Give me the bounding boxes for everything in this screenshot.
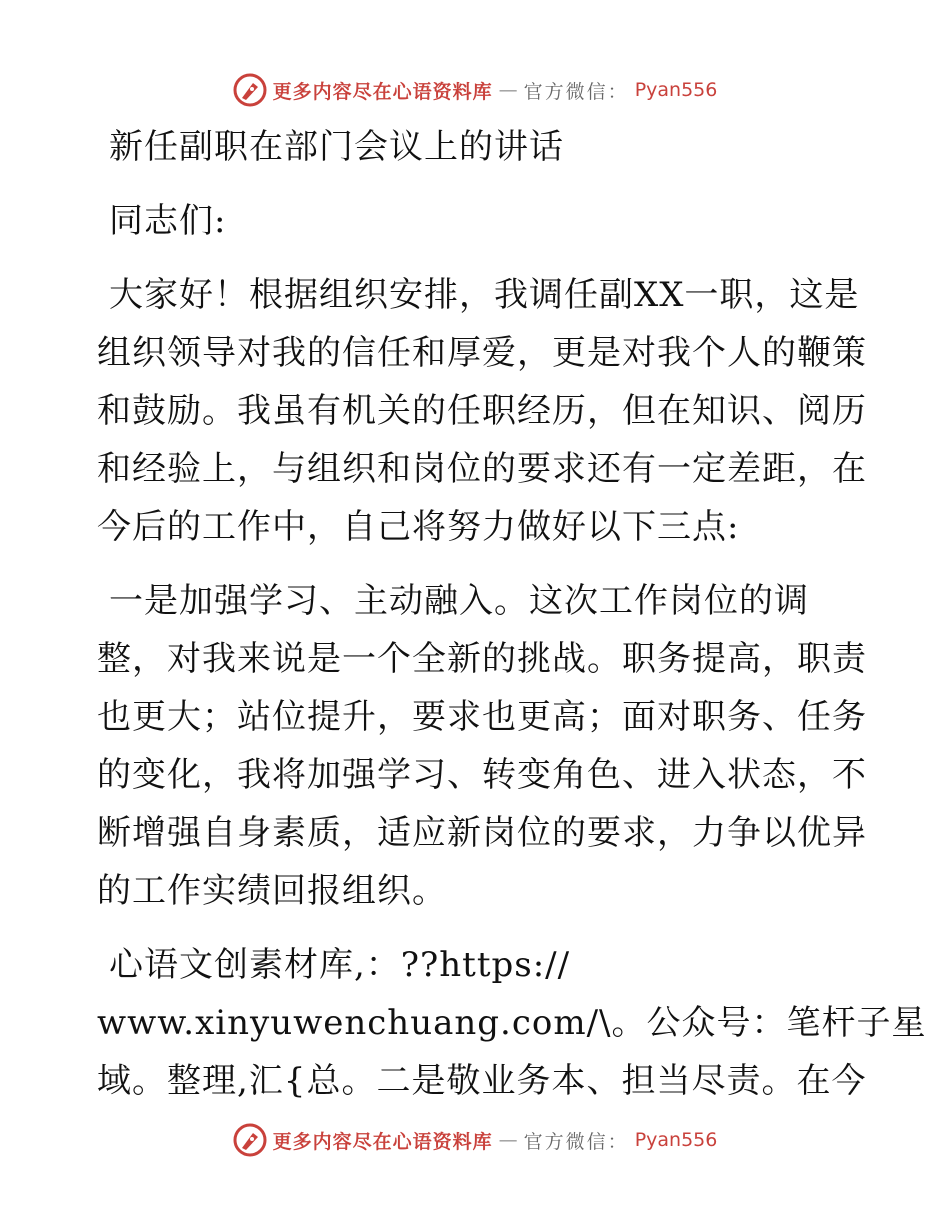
paragraph-line: 也更大；站位提升，要求也更高；面对职务、任务 (97, 697, 867, 737)
watermark-dash: — (498, 1129, 518, 1151)
paragraph-line: 一是加强学习、主动融入。这次工作岗位的调 (109, 581, 809, 621)
footer-watermark (0, 1120, 950, 1160)
pen-nib-logo-icon (233, 73, 267, 107)
paragraph-line: 整，对我来说是一个全新的挑战。职务提高，职责 (97, 639, 867, 679)
paragraph-2 (97, 572, 867, 920)
paragraph-1 (97, 266, 867, 556)
paragraph-line: 和经验上，与组织和岗位的要求还有一定差距，在 (97, 449, 867, 489)
salutation: 同志们: (109, 201, 227, 241)
watermark-main-text: 更多内容尽在心语资料库 (272, 80, 493, 103)
paragraph-line: www.xinyuwenchuang.com/\。公众号：笔杆子星 (97, 1003, 927, 1043)
document-title: 新任副职在部门会议上的讲话 (109, 127, 564, 167)
paragraph-line: 心语文创素材库,：??https:// (109, 945, 571, 985)
paragraph-line: 断增强自身素质，适应新岗位的要求，力争以优异 (97, 813, 867, 853)
paragraph-line: 今后的工作中，自己将努力做好以下三点: (97, 507, 740, 547)
watermark-official-label: 官方微信： (523, 1130, 629, 1153)
watermark-dash: — (498, 79, 518, 101)
document-body (97, 118, 927, 1110)
paragraph-line: 的变化，我将加强学习、转变角色、进入状态，不 (97, 755, 867, 795)
pen-nib-logo-icon (233, 1123, 267, 1157)
paragraph-line: 组织领导对我的信任和厚爱，更是对我个人的鞭策 (97, 333, 867, 373)
watermark-official-label: 官方微信： (523, 80, 629, 103)
watermark-wechat-id: Pyan556 (634, 1129, 718, 1151)
paragraph-line: 的工作实绩回报组织。 (97, 871, 447, 911)
paragraph-line: 大家好！根据组织安排，我调任副XX一职，这是 (109, 275, 860, 315)
watermark-wechat-id: Pyan556 (634, 79, 718, 101)
paragraph-3 (97, 936, 927, 1110)
paragraph-line: 和鼓励。我虽有机关的任职经历，但在知识、阅历 (97, 391, 867, 431)
watermark-main-text: 更多内容尽在心语资料库 (272, 1130, 493, 1153)
header-watermark (0, 70, 950, 110)
paragraph-line: 域。整理,汇{总。二是敬业务本、担当尽责。在今 (97, 1061, 867, 1101)
